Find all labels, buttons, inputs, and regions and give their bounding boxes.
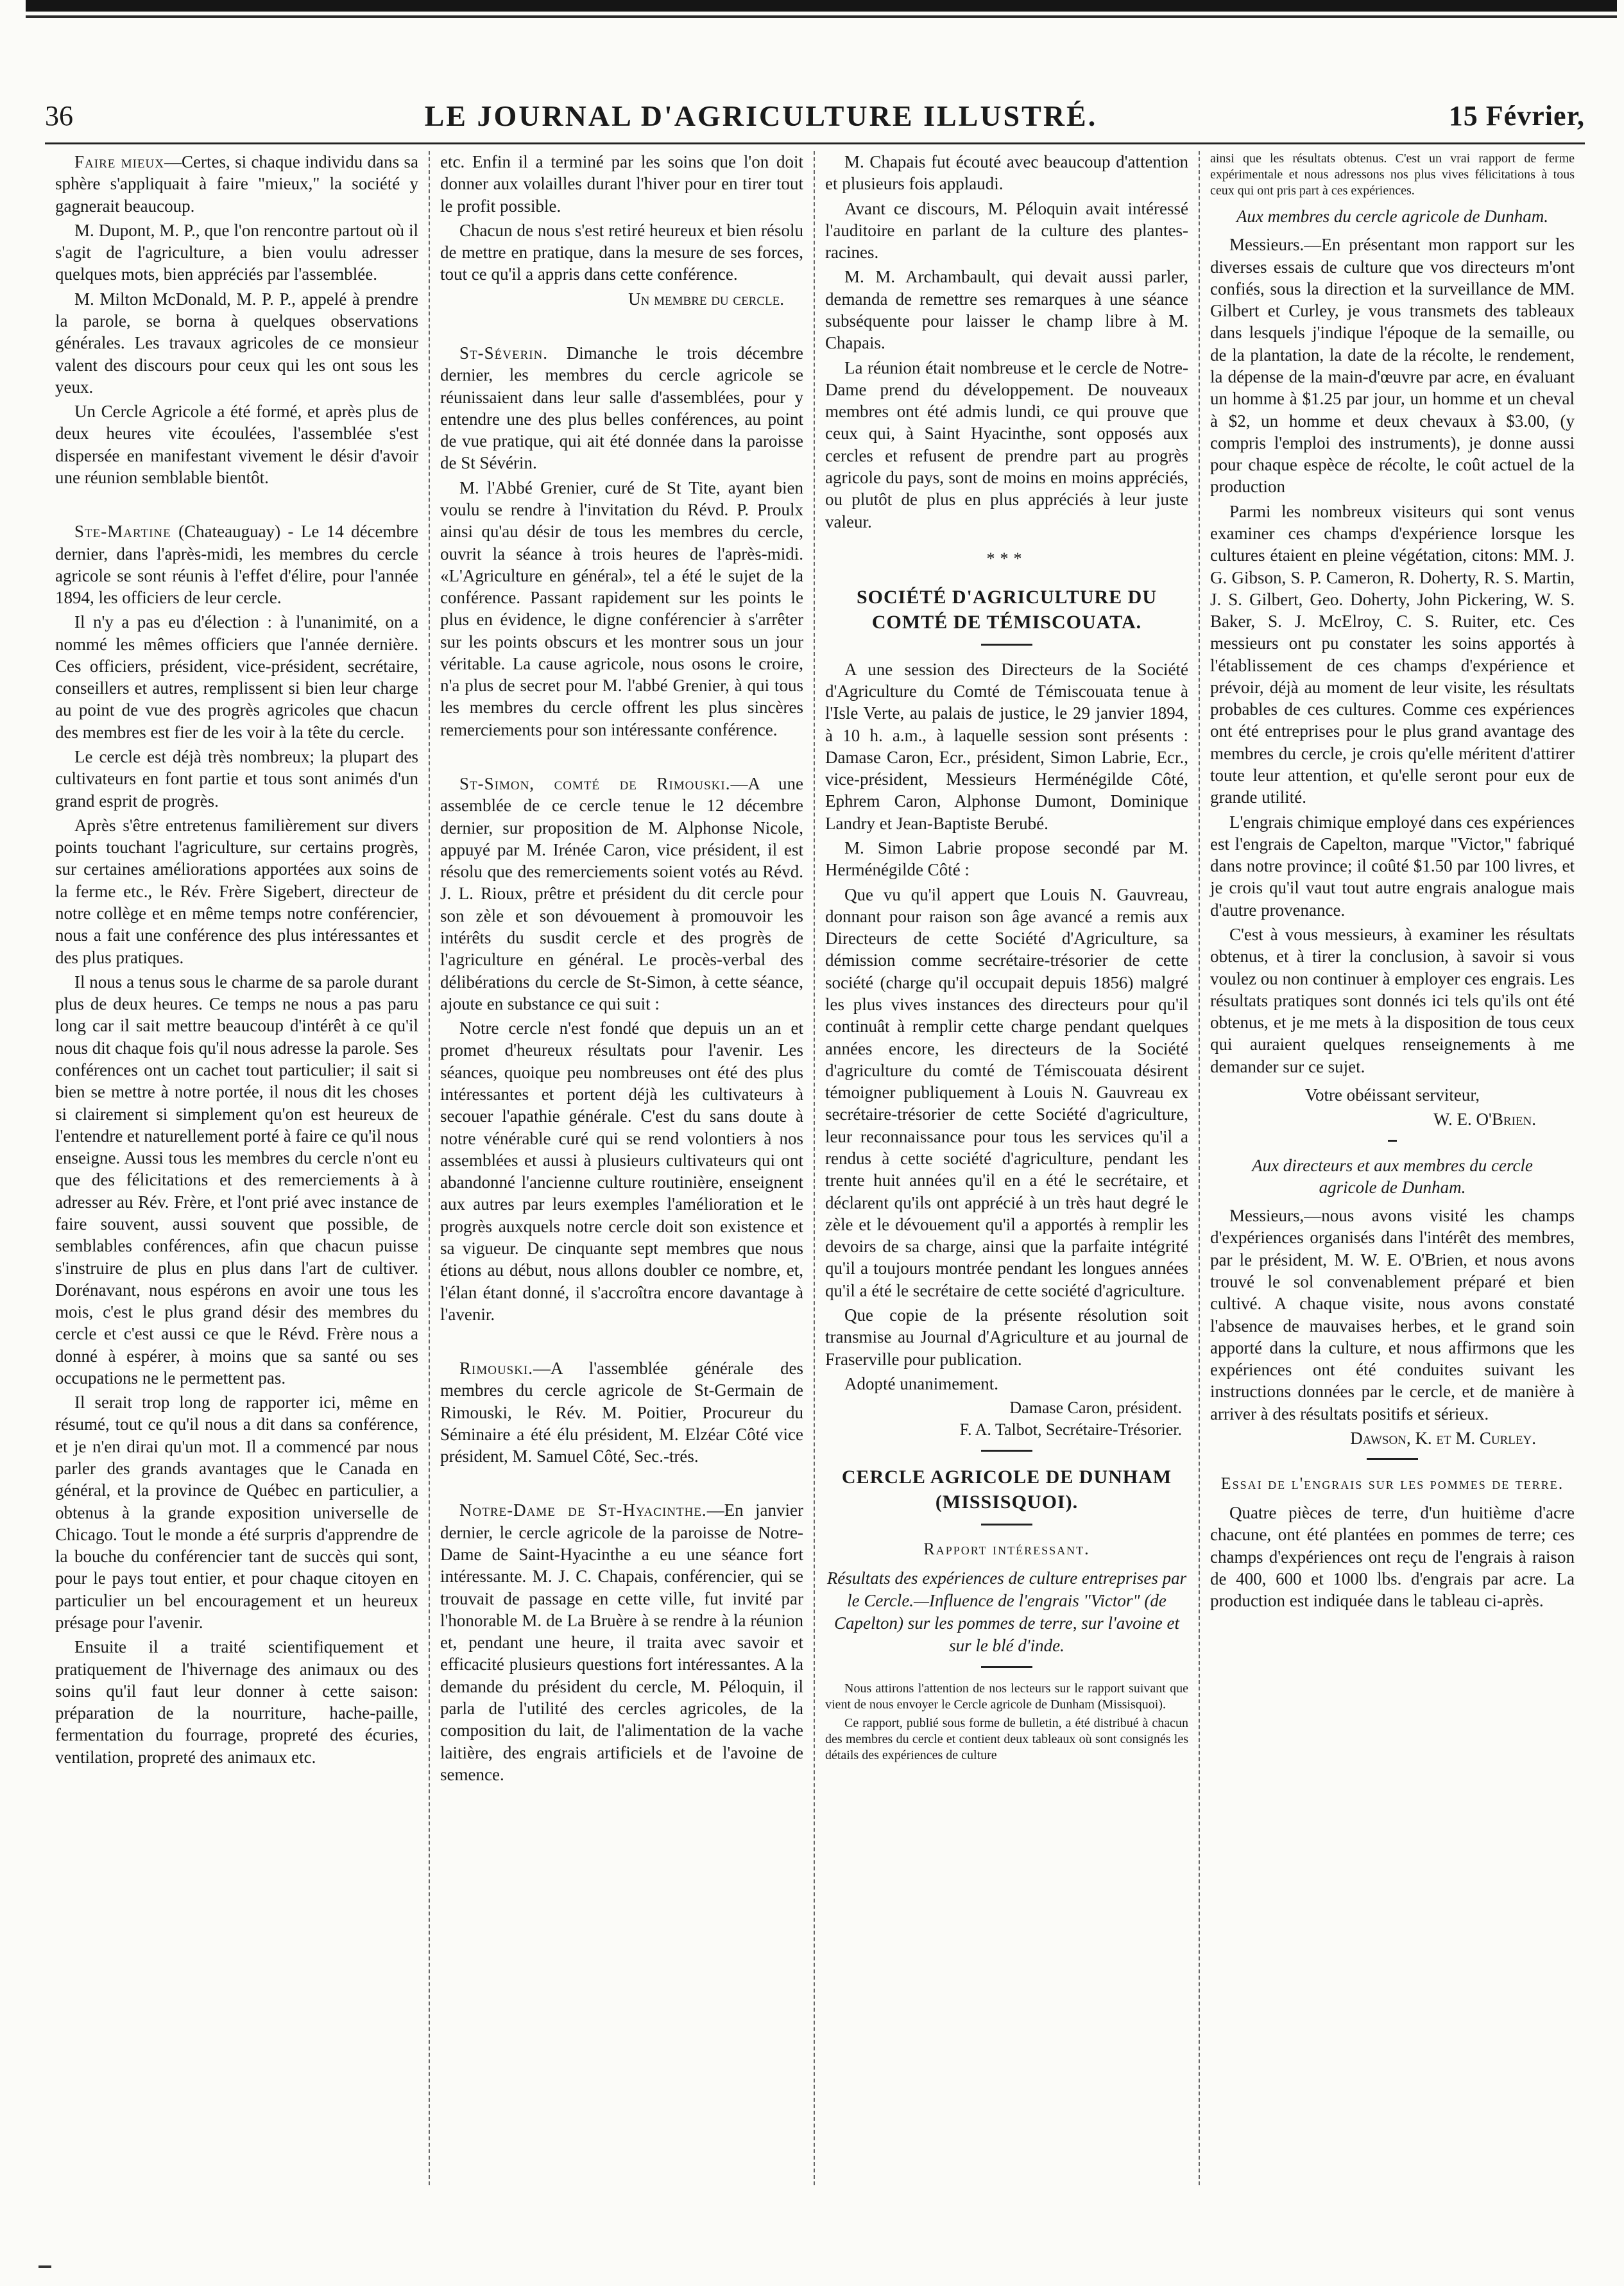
signature-membre: Un membre du cercle. [628, 289, 784, 309]
addressee-directeurs: Aux directeurs et aux membres du cercle agricole de Dunham. [1252, 1155, 1533, 1197]
paragraph-etc: etc. Enfin il a terminé par les soins que l'on doit donner aux volailles durant l'hiver pour en tirer tout le profit possible. [440, 152, 803, 216]
paragraph-engrais: L'engrais chimique employé dans ces expériences est l'engrais de Capelton, marque "Victor," fabriqué dans notre province; il coûté $1.50 par 100 livres, et je crois qu'il vaut tout autre engrais analogue mais d'autre provenance. [1210, 812, 1575, 920]
top-border-rule [26, 0, 1617, 12]
rimouski-lead: Rimouski. [459, 1359, 534, 1379]
paragraph-bulletin: Ce rapport, publié sous forme de bulletin, a été distribué à chacun des membres du cercle et contient deux tableaux où sont consignés les détails des expériences de culture [825, 1716, 1188, 1763]
paragraph-ste-martine [55, 520, 418, 608]
paragraph-charme: Il nous a tenus sous le charme de sa parole durant plus de deux heures. Ce temps ne nous a pas paru long car il sait mettre beaucoup d'intérêt à ce qu'il nous dit chaque fois qu'il nous adresse la parole. Ses conférences ont un cachet tout particulier; il sait si bien se mettre à notre portée, il nous dit les choses si clairement si simplement qu'on est heureux de l'entendre et naturellement porté à faire ce qu'il nous enseigne. Aussi tous les membres du cercle n'ont eu que des félicitations et des remerciements à à adresser au Rév. Frère, et l'ont prié avec instance de faire souvent, aussi souvent que possible, de semblables conférences, afin que chacun puisse s'instruire de plus en plus dans l'art de cultiver. Dorénavant, nous espérons en avoir une tous les mois, c'est le plus grand désir des membres du cercle et c'est aussi ce que le Révd. Frère nous a donné à espérer, à moins que sa santé ou ses occupations ne le permettent pas. [55, 972, 418, 1388]
paragraph-peloquin: Avant ce discours, M. Péloquin avait intéressé l'auditoire en parlant de la culture des plantes-racines. [825, 198, 1188, 262]
paragraph-chapais: M. Chapais fut écouté avec beaucoup d'attention et plusieurs fois applaudi. [825, 152, 1188, 194]
paragraph-chacun: Chacun de nous s'est retiré heureux et bien résolu de mettre en pratique, dans la mesure de ses forces, tout ce qu'il a appris dans cette conférence. [440, 220, 803, 284]
rapport-subheading: Rapport intéressant. [923, 1539, 1090, 1558]
st-severin-text: Dimanche le trois décembre dernier, les membres du cercle agricole se réunissaient dans leur salle d'assemblées, pour y entendre une des plus belles conférences, au point de vue pratique, qui ait été donnée dans la paroisse de St Sévérin. [440, 343, 804, 473]
spacer [55, 491, 418, 520]
st-severin-lead: St-Séverin. [459, 343, 549, 363]
paragraph-attirons: Nous attirons l'attention de nos lecteurs sur le rapport suivant que vient de nous envoyer le Cercle agricole de Dunham (Missisquoi). [825, 1681, 1188, 1712]
officer-president: Damase Caron, président. [1009, 1398, 1182, 1418]
column-3 [815, 151, 1200, 2185]
running-header [45, 96, 1585, 135]
paragraph-nombreux: Le cercle est déjà très nombreux; la plupart des cultivateurs en font partie et tous sont animés d'un grand esprit de progrès. [55, 747, 418, 811]
notre-dame-lead: Notre-Dame de St-Hyacinthe. [459, 1500, 707, 1520]
paragraph-messieurs-2: Messieurs,—nous avons visité les champs d'expériences organisés dans l'intérêt des membres, par le président, M. W. E. O'Brien, et nous avons trouvé le sol convenablement préparé et bien cultivé. A chaque visite, nous avons constaté l'absence de mauvaises herbes, et le grand soin apporté dans la culture, et nous affirmons que les expériences ont été conduites suivant les instructions données par le cercle, et de manière à arriver à des résultats positifs et sérieux. [1210, 1206, 1575, 1423]
paragraph-copie: Que copie de la présente résolution soit transmise au Journal d'Agriculture et au journal de Fraserville pour publication. [825, 1305, 1188, 1369]
st-simon-lead: St-Simon, comté de Rimouski. [459, 774, 731, 794]
ste-martine-text: (Chateauguay) - Le 14 décembre dernier, dans l'après-midi, les membres du cercle agricole se sont réunis à l'effet d'élire, pour l'année 1894, les officiers de leur cercle. [55, 522, 419, 608]
paragraph-resultats-obtenus: ainsi que les résultats obtenus. C'est un vrai rapport de ferme expérimentale et nous adressons nos plus vives félicitations à tous ceux qui ont pris part à ces expériences. [1210, 151, 1575, 198]
paragraph-examiner: C'est à vous messieurs, à examiner les résultats obtenus, et à tirer la conclusion, à savoir si vous voulez ou non continuer à employer ces engrais. Les résultats pratiques sont donnés ici tels qu'ils ont été obtenus, et je me mets à la disposition de tous ceux qui auraient quelques renseignements à me demander sur ce sujet. [1210, 925, 1575, 1076]
paragraph-entretiens: Après s'être entretenus familièrement sur divers points touchant l'agriculture, sur certains progrès, sur certaines améliorations apportées aux soins de la ferme etc., le Rév. Frère Sigebert, directeur de notre collège et en même temps notre conférencier, nous a fait une conférence des plus intéressantes et des plus pratiques. [55, 815, 418, 967]
paragraph-adopte: Adopté unanimement. [844, 1373, 998, 1393]
paragraph-mcdonald: M. Milton McDonald, M. P. P., appelé à prendre la parole, se borna à quelques observations générales. Les travaux agricoles de ce monsieur valent des discours pour ceux qui les ont sous les yeux. [55, 289, 418, 397]
spacer [440, 1470, 803, 1499]
issue-date: 15 Février, [1448, 99, 1585, 132]
section-separator: *** [986, 549, 1027, 568]
top-border-thin-rule [26, 15, 1617, 18]
section-dot [1388, 1140, 1397, 1142]
paragraph-resume: Il serait trop long de rapporter ici, même en résumé, tout ce qu'il nous a dit dans sa conférence, et je n'en dirai qu'un mot. Il a commencé par nous parler des grands avantages que le Canada en général, et la province de Québec en particulier, a obtenus à la grande exposition universelle de Chicago. Tout le monde a été surpris d'apprendre de la bouche du conférencier tant de succès qui sont, pour le pays tout entier, et pour chaque citoyen en particulier un bel encouragement et un heureux présage pour l'avenir. [55, 1393, 418, 1632]
paragraph-quatre: Quatre pièces de terre, d'un huitième d'acre chacune, ont été plantées en pommes de terre; ces champs d'expériences ont reçu de l'engrais à raison de 400, 600 et 1000 lbs. d'engrais par acre. La production est indiquée dans le tableau ci-après. [1210, 1503, 1575, 1611]
column-2 [430, 151, 815, 2185]
ste-martine-lead: Ste-Martine [74, 522, 171, 542]
signer-obrien: W. E. O'Brien. [1433, 1110, 1536, 1130]
paragraph-notre-cercle: Notre cercle n'est fondé que depuis un an et promet d'heureux résultats pour l'avenir. Les séances, quoique peu nombreuses ont été des plus intéressantes et portent déjà les cultivateurs à secouer l'apathie générale. C'est du sans doute à notre vénérable curé qui se rend volontiers à nos assemblées et aussi à plusieurs cultivateurs qui ont abandonné l'ancienne culture routinière, enseignent aux autres par leurs exemples l'amélioration et le progrès auxquels notre cercle doit son existence et sa vigueur. De cinquante sept membres que nous étions au début, nous allons doubler ce nombre, et, l'élan étant donné, il s'accroîtra encore davantage à l'avenir. [440, 1018, 803, 1324]
paragraph-visiteurs: Parmi les nombreux visiteurs qui sont venus examiner ces champs d'expérience lorsque les cultures étaient en pleine végétation, citons: MM. J. G. Gibson, S. P. Cameron, R. Doherty, R. S. Martin, J. S. Gilbert, Geo. Doherty, John Pickering, W. S. Baker, S. J. McElroy, C. S. Ruiter, etc. Ces messieurs ont pu constater les soins apportés à l'établissement de ces champs d'expérience et prévoir, déjà au moment de leur visite, les résultats probables de ces cultures. Comme ces expériences ont été entreprises pour le plus grand avantage des membres du cercle, je crois qu'elle méritent d'attirer toute leur attention, et qu'elle seront pour eux de grande utilité. [1210, 501, 1575, 807]
spacer [440, 313, 803, 342]
header-rule [45, 142, 1585, 144]
paragraph-st-severin [440, 342, 803, 474]
bottom-margin-mark [38, 2265, 51, 2268]
spacer [440, 1328, 803, 1357]
notre-dame-text: —En janvier dernier, le cercle agricole de la paroisse de Notre-Dame de Saint-Hyacinthe a eu une séance fort intéressante. M. J. C. Chapais, conférencier, qui se trouvait de passage en cette ville, fut invité par l'honorable M. de La Bruère à se rendre à la réunion et, pendant une heure, il traita avec savoir et efficacité plusieurs questions fort intéressantes. A la demande du président du cercle, M. Péloquin, il parla de l'utilité des cercles agricoles, de la composition du lait, de l'alimentation de la vache laitière, des engrais artificiels et de l'avoine de semence. [440, 1500, 803, 1784]
faire-mieux-text: —Certes, si chaque individu dans sa sphère s'appliquait à faire "mieux," la société y gagnerait beaucoup. [55, 152, 418, 216]
essai-heading: Essai de l'engrais sur les pommes de terre. [1220, 1474, 1564, 1493]
st-simon-text: —A une assemblée de ce cercle tenue le 12 décembre dernier, sur proposition de M. Alphonse Nicole, appuyé par M. Irénée Caron, vice président, il est résolu que des remerciements soient votés au Révd. J. L. Rioux, prêtre et président du dit cercle pour son zèle et son dévouement à promouvoir les intérêts du susdit cercle et des progrès de l'agriculture en général. Le procès-verbal des délibérations du cercle de St-Simon, à cette séance, ajoute en substance ce qui suit : [440, 774, 803, 1013]
section-rule [981, 1666, 1032, 1668]
resultats-summary: Résultats des expériences de culture entreprises par le Cercle.—Influence de l'engrais "Victor" (de Capelton) sur les pommes de terre, sur l'avoine et sur le blé d'inde. [826, 1568, 1187, 1655]
addressee-membres: Aux membres du cercle agricole de Dunham. [1236, 207, 1549, 226]
paragraph-archambault: M. M. Archambault, qui devait aussi parler, demanda de remettre ses remarques à une séance subséquente pour laisser le champ libre à M. Chapais. [825, 267, 1188, 353]
faire-mieux-lead: Faire mieux [74, 152, 164, 171]
paragraph-gauvreau: Que vu qu'il appert que Louis N. Gauvreau, donnant pour raison son âge avancé a remis aux Directeurs de cette Société d'Agriculture, sa démission comme secrétaire-trésorier de cette société (charge qu'il occupait depuis 1856) malgré les plus vives instances des directeurs pour qu'il continuât à remplir cette charge pendant quelques années encore, les directeurs de la Société d'agriculture du comté de Témiscouata désirent témoigner publiquement à Louis N. Gauvreau ex secrétaire-trésorier de cette Société d'agriculture, leur reconnaissance pour tous les services qu'il a rendus à cette société d'agriculture, pendant les trente huit années qu'il en a été le secrétaire, et déclarent qu'ils ont apprécié à un très haut degré le zèle et le dévouement qu'il a apportés à remplir les devoirs de sa charge, ainsi que la parfaite intégrité qu'il a toujours montrée pendant les longues années qu'il a été le secrétaire de cette société d'agriculture. [825, 884, 1188, 1300]
spacer [440, 743, 803, 773]
heading-rule [981, 644, 1032, 646]
paragraph-st-simon [440, 773, 803, 1015]
paragraph-session: A une session des Directeurs de la Société d'Agriculture du Comté de Témiscouata tenue à l'Isle Verte, au palais de justice, le 29 janvier 1894, à 10 h. a.m., à laquelle session sont présents : Damase Caron, Ecr., président, Simon Labrie, Ecr., vice-président, Messieurs Herménégilde Côté, Ephrem Caron, Alphonse Dumont, Dominique Landry et Jean-Baptiste Berubé. [825, 659, 1188, 833]
paragraph-messieurs-1: Messieurs.—En présentant mon rapport sur les diverses essais de culture que vos directeurs m'ont confiés, sous la direction et la surveillance de MM. Gilbert et Curley, je vous transmets des tableaux dans lesquels j'indique l'époque de la semaille, ou de la plantation, la date de la récolte, le rendement, la dépense de la main-d'œuvre par acre, en évaluant un homme à $1.25 par jour, un homme et un cheval à $2, un homme et deux chevaux à $3.00, (y compris l'emploi des instruments), je donne aussi pour chaque espèce de récolte, le coût actuel de la production [1210, 235, 1575, 497]
section-rule [981, 1450, 1032, 1452]
paragraph-faire-mieux [55, 151, 418, 217]
signoff-serviteur: Votre obéissant serviteur, [1304, 1085, 1480, 1104]
officer-secretary: F. A. Talbot, Secrétaire-Trésorier. [959, 1420, 1182, 1439]
article-columns [45, 151, 1585, 2185]
paragraph-hivernage: Ensuite il a traité scientifiquement et pratiquement de l'hivernage des animaux ou des soins qu'il faut leur donner à cette saison: préparation de la nourriture, hache-paille, fermentation du fourrage, propreté des écuries, ventilation, propreté des animaux etc. [55, 1637, 418, 1767]
column-1 [45, 151, 430, 2185]
paragraph-proposition: M. Simon Labrie propose secondé par M. Herménégilde Côté : [825, 838, 1188, 880]
journal-title: LE JOURNAL D'AGRICULTURE ILLUSTRÉ. [424, 99, 1098, 132]
paragraph-dupont: M. Dupont, M. P., que l'on rencontre partout où il s'agit de l'agriculture, a bien voulu adresser quelques mots, bien appréciés par l'assemblée. [55, 220, 418, 284]
heading-rule [981, 1524, 1032, 1525]
officer-signatures [825, 1397, 1188, 1441]
rimouski-text: —A l'assemblée générale des membres du cercle agricole de St-Germain de Rimouski, le Rév. M. Poitier, Procureur du Séminaire a été élu président, M. Elzéar Côté vice président, M. Samuel Côté, Sec.-trés. [440, 1359, 803, 1466]
column-4 [1200, 151, 1585, 2185]
dunham-heading: CERCLE AGRICOLE DE DUNHAM (MISSISQUOI). [841, 1466, 1172, 1513]
temiscouata-heading: SOCIÉTÉ D'AGRICULTURE DU COMTÉ DE TÉMISCOUATA. [857, 586, 1157, 633]
section-rule [1367, 1458, 1418, 1460]
paragraph-grenier: M. l'Abbé Grenier, curé de St Tite, ayant bien voulu se rendre à l'invitation du Révd. P. Proulx ainsi qu'au désir de tous les membres du cercle, ouvrit la séance à trois heures de l'après-midi. «L'Agriculture en général», tel a été le sujet de la conférence. Passant rapidement sur les points le plus en évidence, le digne conférencier à s'arrêter sur les points obscurs et les montrer sous un jour véritable. La cause agricole, nous osons le croire, n'a plus de secret pour M. l'abbé Grenier, à qui tous les membres du cercle offrent les plus sincères remerciements pour son intéressante conférence. [440, 477, 803, 739]
signer-dawson-curley: Dawson, K. et M. Curley. [1350, 1428, 1536, 1448]
paragraph-rimouski [440, 1357, 803, 1467]
paragraph-reunion: La réunion était nombreuse et le cercle de Notre-Dame prend du développement. De nouveaux membres ont été admis lundi, ce qui prouve que ceux qui, à Saint Hyacinthe, sont opposés aux cercles et refusent de prendre part au progrès agricole du pays, sont de moins en moins appréciés, ou plutôt de plus en plus appréciés à leur juste valeur. [825, 357, 1188, 531]
paragraph-cercle-forme: Un Cercle Agricole a été formé, et après plus de deux heures vite écoulées, l'assemblée s'est dispersée en manifestant vivement le désir d'avoir une réunion semblable bientôt. [55, 402, 418, 487]
page-number: 36 [45, 99, 73, 132]
paragraph-notre-dame [440, 1499, 803, 1785]
paragraph-election: Il n'y a pas eu d'élection : à l'unanimité, on a nommé les mêmes officiers que l'année dernière. Ces officiers, président, vice-président, secrétaire, conseillers et autres, remplissent si bien leur charge au point de vue des progrès agricoles que chacun des membres est fier de les voir à la tête du cercle. [55, 612, 418, 742]
